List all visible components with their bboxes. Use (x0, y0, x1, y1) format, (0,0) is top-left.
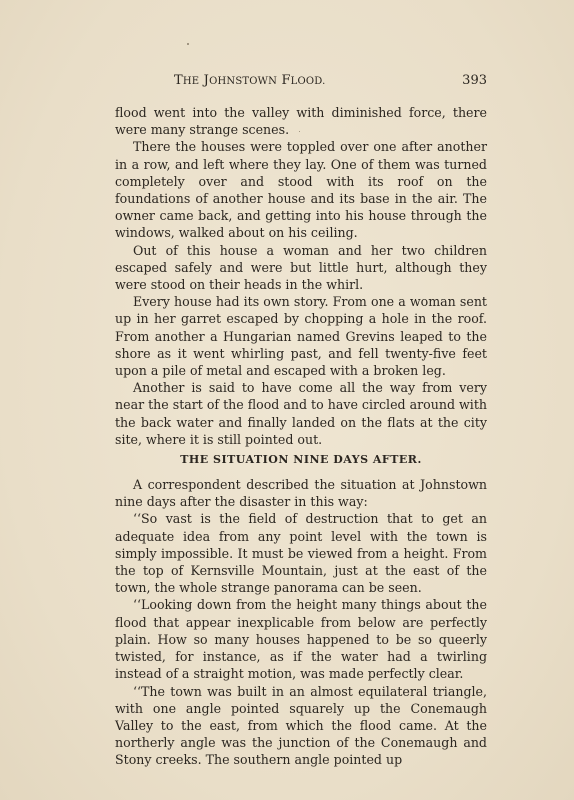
paragraph: Out of this house a woman and her two children escaped safely and were but little hurt, although they were stood on their heads in the whirl. (115, 242, 487, 293)
paragraph: ‘‘Looking down from the height many things about the flood that appear inexplicable from below are perfectly plain. How so many houses happened to be so queerly twisted, for instance, as if the water had a twirling instead of a straight motion, was made perfectly clear. (115, 597, 487, 682)
section-heading: THE SITUATION NINE DAYS AFTER. (180, 453, 422, 467)
paper-speck (187, 43, 189, 45)
running-title: THE JOHNSTOWN FLOOD. (174, 73, 326, 88)
paragraph: ‘‘So vast is the field of destruction that to get an adequate idea from any point level with the town is simply impossible. It must be viewed from a height. From the top of Kernsville Mountain, just at the east of the town, the whole strange panorama can be seen. (115, 511, 487, 596)
paragraph: Every house had its own story. From one a woman sent up in her garret escaped by chopping a hole in the roof. From another a Hungarian named Grevins leaped to the shore as it went whirling past, and fell twenty-five feet upon a pile of metal and escaped with a broken leg. (115, 294, 487, 379)
paragraph: ‘‘The town was built in an almost equilateral triangle, with one angle pointed squarely up the Conemaugh Valley to the east, from which the flood came. At the northerly angle was the junction of the Conemaugh and Stony creeks. The southern angle pointed up (115, 683, 487, 768)
paragraph: A correspondent described the situation at Johnstown nine days after the disaster in this way: (115, 477, 487, 510)
page-body (115, 104, 487, 769)
paragraph: Another is said to have come all the way from very near the start of the flood and to have circled around with the back water and finally landed on the flats at the city site, where it is still pointed out. (115, 380, 487, 447)
paragraph: flood went into the valley with diminished force, there were many strange scenes. (115, 105, 487, 138)
page-number: 393 (462, 73, 487, 88)
paragraph: There the houses were toppled over one after another in a row, and left where they lay. One of them was turned completely over and stood with its roof on the foundations of another house and its base in the air. The owner came back, and getting into his house through the windows, walked about on his ceiling. (115, 139, 487, 241)
